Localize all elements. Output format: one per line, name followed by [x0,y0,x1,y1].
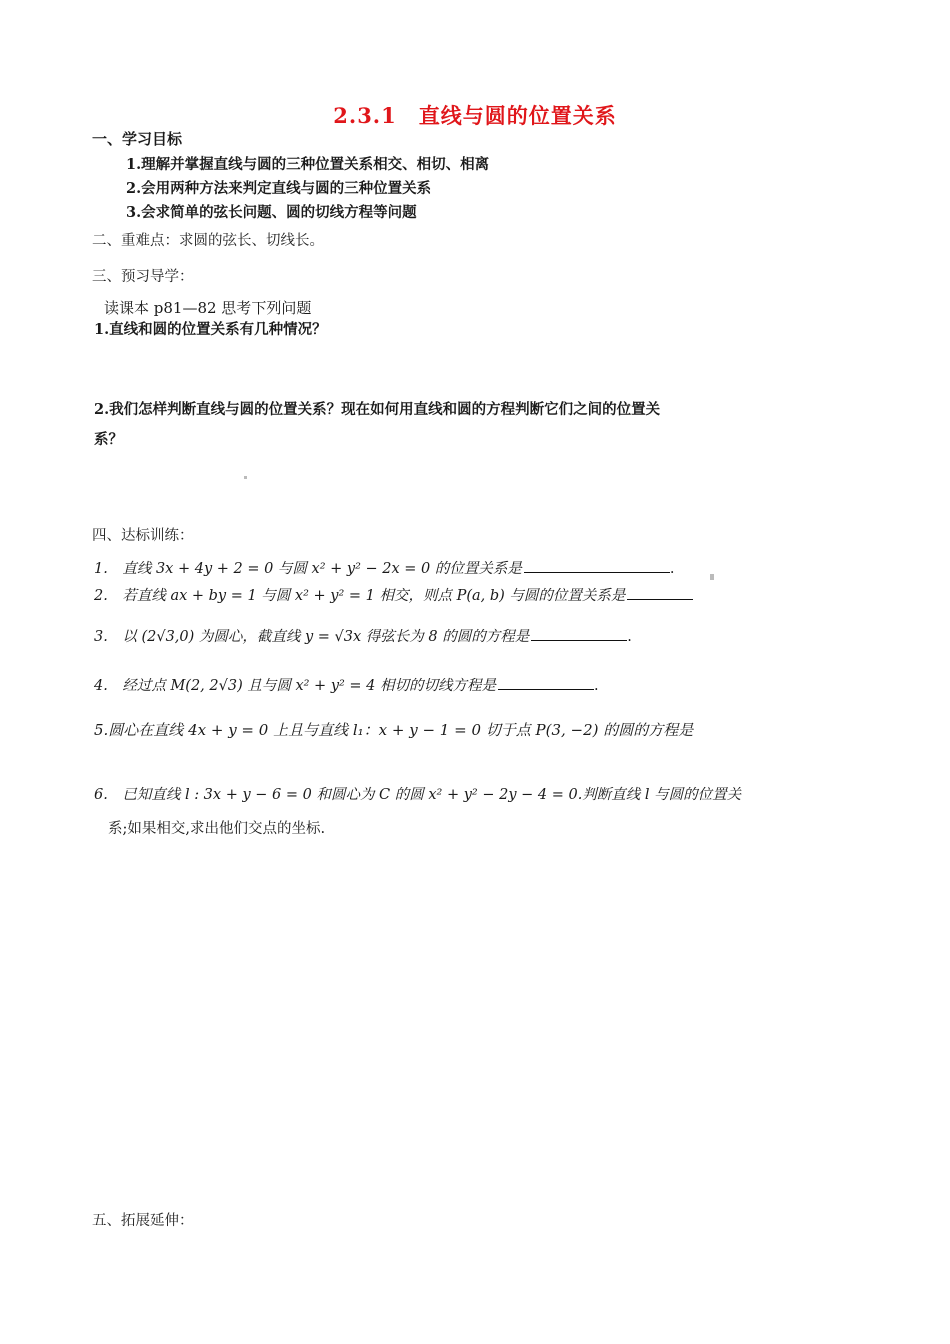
section3-heading: 三、预习导学： [92,269,194,285]
exercise-6-line-2: 系;如果相交,求出他们交点的坐标. [108,821,326,837]
exercise-2-text: 2. 若直线 ax + by = 1 与圆 x² + y² = 1 相交，则点 P(a, b) 与圆的位置关系是 [94,588,626,604]
exercise-5 [94,719,693,740]
exercise-1-text: 1. 直线 3x + 4y + 2 = 0 与圆 x² + y² − 2x = 0 的位置关系是 [94,561,522,577]
exercise-1 [94,557,674,578]
section1-heading: 一、学习目标 [92,130,183,148]
question-1: 1.直线和圆的位置关系有几种情况？ [94,321,327,338]
section3-intro: 读课本 p81—82 思考下列问题 [104,299,312,317]
exercise-6-text-1: 6. 已知直线 l : 3x + y − 6 = 0 和圆心为 C 的圆 x² + y² − 2y − 4 = 0.判断直线 l 与圆的位置关 [94,787,742,803]
exercise-3 [94,625,632,646]
exercise-3-blank[interactable] [531,626,627,641]
goal-item-3: 3.会求简单的弦长问题、圆的切线方程等问题 [126,204,417,221]
exercise-4-blank[interactable] [498,675,594,690]
section5-heading: 五、拓展延伸： [92,1213,194,1229]
exercise-6-line-1 [94,783,741,804]
exercise-2-blank[interactable] [627,585,693,600]
exercise-3-end: . [627,629,632,645]
exercise-2 [94,584,693,605]
page-title: 2.3.1 直线与圆的位置关系 [333,103,617,128]
exercise-4-end: . [594,678,599,694]
exercise-4-text: 4. 经过点 M(2, 2√3) 且与圆 x² + y² = 4 相切的切线方程是 [94,678,497,694]
goal-item-1: 1.理解并掌握直线与圆的三种位置关系相交、相切、相离 [126,156,490,173]
exercise-4 [94,674,599,695]
section4-heading: 四、达标训练： [92,528,194,544]
goal-item-2: 2.会用两种方法来判定直线与圆的三种位置关系 [126,180,432,197]
question-2-line-1: 2.我们怎样判断直线与圆的位置关系？现在如何用直线和圆的方程判断它们之间的位置关 [94,401,661,418]
exercise-3-text: 3. 以 (2√3,0) 为圆心，截直线 y = √3x 得弦长为 8 的圆的方程是 [94,629,530,645]
exercise-1-end: . [669,561,675,577]
section2-text: 二、重难点：求圆的弦长、切线长。 [92,233,324,249]
scan-speck [710,574,714,580]
exercise-5-text: 5.圆心在直线 4x + y = 0 上且与直线 l₁：x + y − 1 = 0 切于点 P(3, −2) 的圆的方程是 [94,721,694,739]
exercise-1-blank[interactable] [524,558,670,573]
scan-speck [244,476,247,479]
question-2-line-2: 系？ [94,431,123,448]
